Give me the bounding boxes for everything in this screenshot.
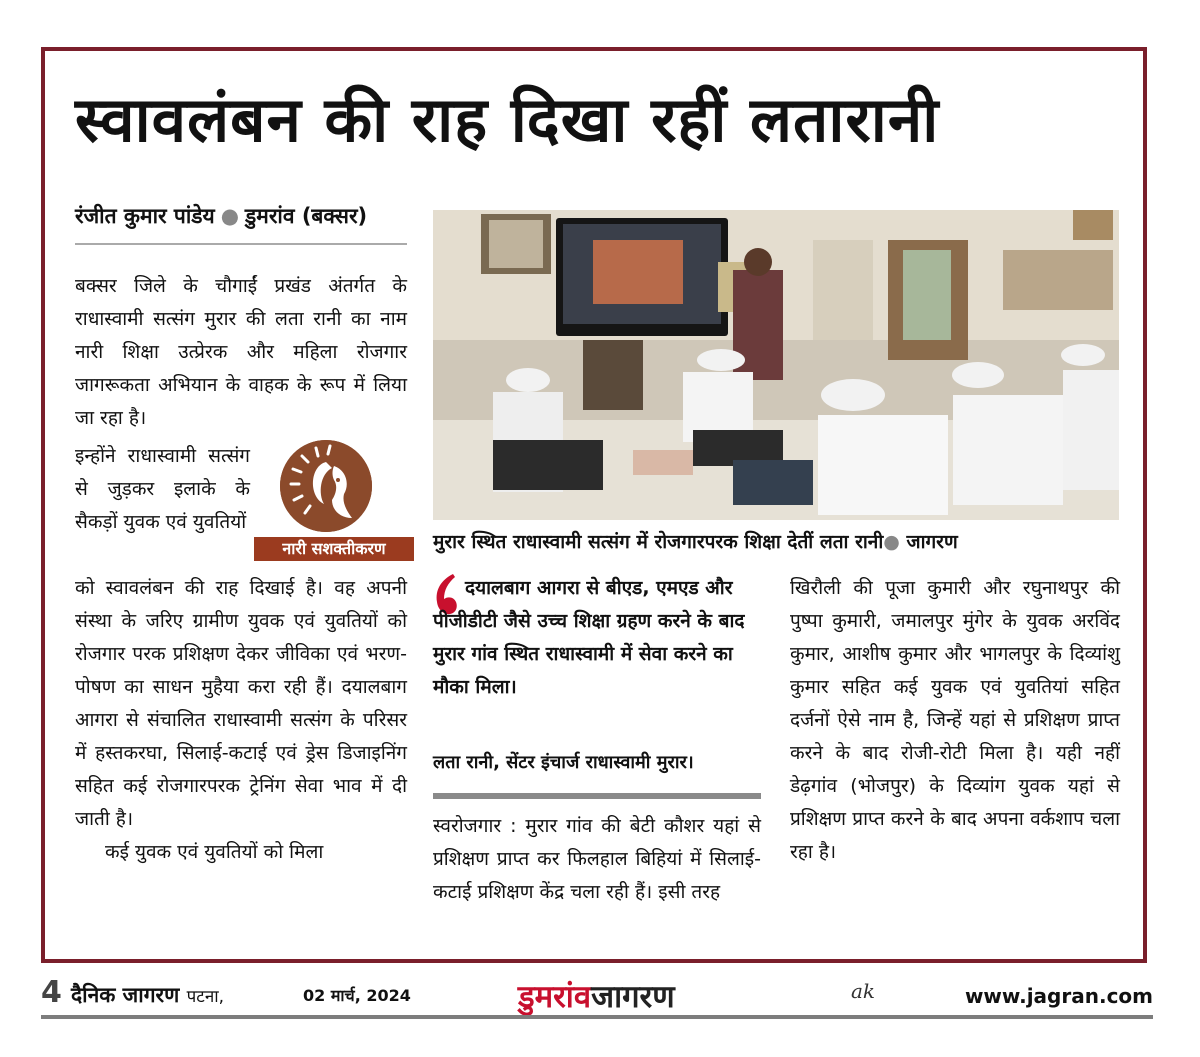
news-photo-classroom [433,210,1119,520]
pull-quote: दयालबाग आगरा से बीएड, एमएड और पीजीडीटी जैसे उच्च शिक्षा ग्रहण करने के बाद मुरार गांव स्थित राधास्वामी में सेवा करने का मौका मिला। [433,577,745,698]
photo-caption: मुरार स्थित राधास्वामी सत्संग में रोजगारपरक शिक्षा देतीं लता रानी● जागरण [433,531,958,553]
quote-attribution: लता रानी, सेंटर इंचार्ज राधास्वामी मुरार। [433,752,694,773]
edition-date: 02 मार्च, 2024 [303,986,411,1005]
woman-silhouette-sun-icon [280,440,372,532]
column1-paragraph2-continued: को स्वावलंबन की राह दिखाई है। वह अपनी संस्था के जरिए ग्रामीण युवक एवं युवतियों को रोजगार परक प्रशिक्षण देकर जीविका एवं भरण-पोषण का साधन मुहैया करा रही हैं। दयालबाग आगरा से संचालित राधास्वामी सत्संग के परिसर में हस्तकरघा, सिलाई-कटाई एवं ड्रेस डिजाइनिंग सहित कई रोजगारपरक ट्रेनिंग सेवा भाव में दी जाती है। कई युवक एवं युवतियों को मिला [75,572,407,869]
photo-credit: जागरण [906,531,958,553]
byline-divider [75,243,407,245]
edition-city: पटना, [186,987,225,1007]
women-empowerment-logo [254,440,414,568]
bullet-icon: ● [220,204,240,228]
column3-paragraph: खिरौली की पूजा कुमारी और रघुनाथपुर की पुष्पा कुमारी, जमालपुर मुंगेर के युवक अरविंद कुमार, आशीष कुमार और भागलपुर के दिव्यांशु कुमार सहित कई युवक एवं युवतियां सहित दर्जनों ऐसे नाम है, जिन्हें यहां से प्रशिक्षण प्राप्त करने के बाद रोजी-रोटी मिला है। यही नहीं डेढ़गांव (भोजपुर) के दिव्यांग युवक यहां से प्रशिक्षण प्राप्त करने के बाद अपना वर्कशाप चला रहा है। [790,577,1120,863]
column1-paragraph1: बक्सर जिले के चौगाईं प्रखंड अंतर्गत के राधास्वामी सत्संग मुरार की लता रानी का नाम नारी शिक्षा उत्प्रेरक और महिला रोजगार जागरूकता अभियान के वाहक के रूप में लिया जा रहा है। [75,275,407,429]
logo-caption: नारी सशक्तीकरण [254,537,414,561]
page-number: 4 [41,975,62,1010]
brand-town: डुमरांव [518,979,592,1015]
byline [75,202,367,230]
byline-author: रंजीत कुमार पांडेय [75,204,215,228]
edition-brand [518,975,675,1017]
handwritten-initials: ak [851,979,876,1003]
column1-paragraph2-start: इन्होंने राधास्वामी सत्संग से जुड़कर इलाके के सैकड़ों युवक एवं युवतियों [75,445,250,533]
column1-paragraph3: कई युवक एवं युवतियों को मिला [105,841,324,863]
article-headline: स्वावलंबन की राह दिखा रहीं लतारानी [75,83,940,156]
byline-location: डुमरांव (बक्सर) [245,204,368,228]
page-footer [41,975,1153,1015]
website-link[interactable]: www.jagran.com [964,984,1153,1008]
column2-paragraph: स्वरोजगार : मुरार गांव की बेटी कौशर यहां से प्रशिक्षण प्राप्त कर फिलहाल बिहियां में सिलाई-कटाई प्रशिक्षण केंद्र चला रही हैं। इसी तरह [433,815,761,903]
quote-divider [433,793,761,799]
bullet-icon: ● [883,531,900,553]
newspaper-name: दैनिक जागरण पटना, [71,983,225,1007]
footer-rule [41,1015,1153,1019]
brand-jagran: जागरण [591,979,675,1015]
